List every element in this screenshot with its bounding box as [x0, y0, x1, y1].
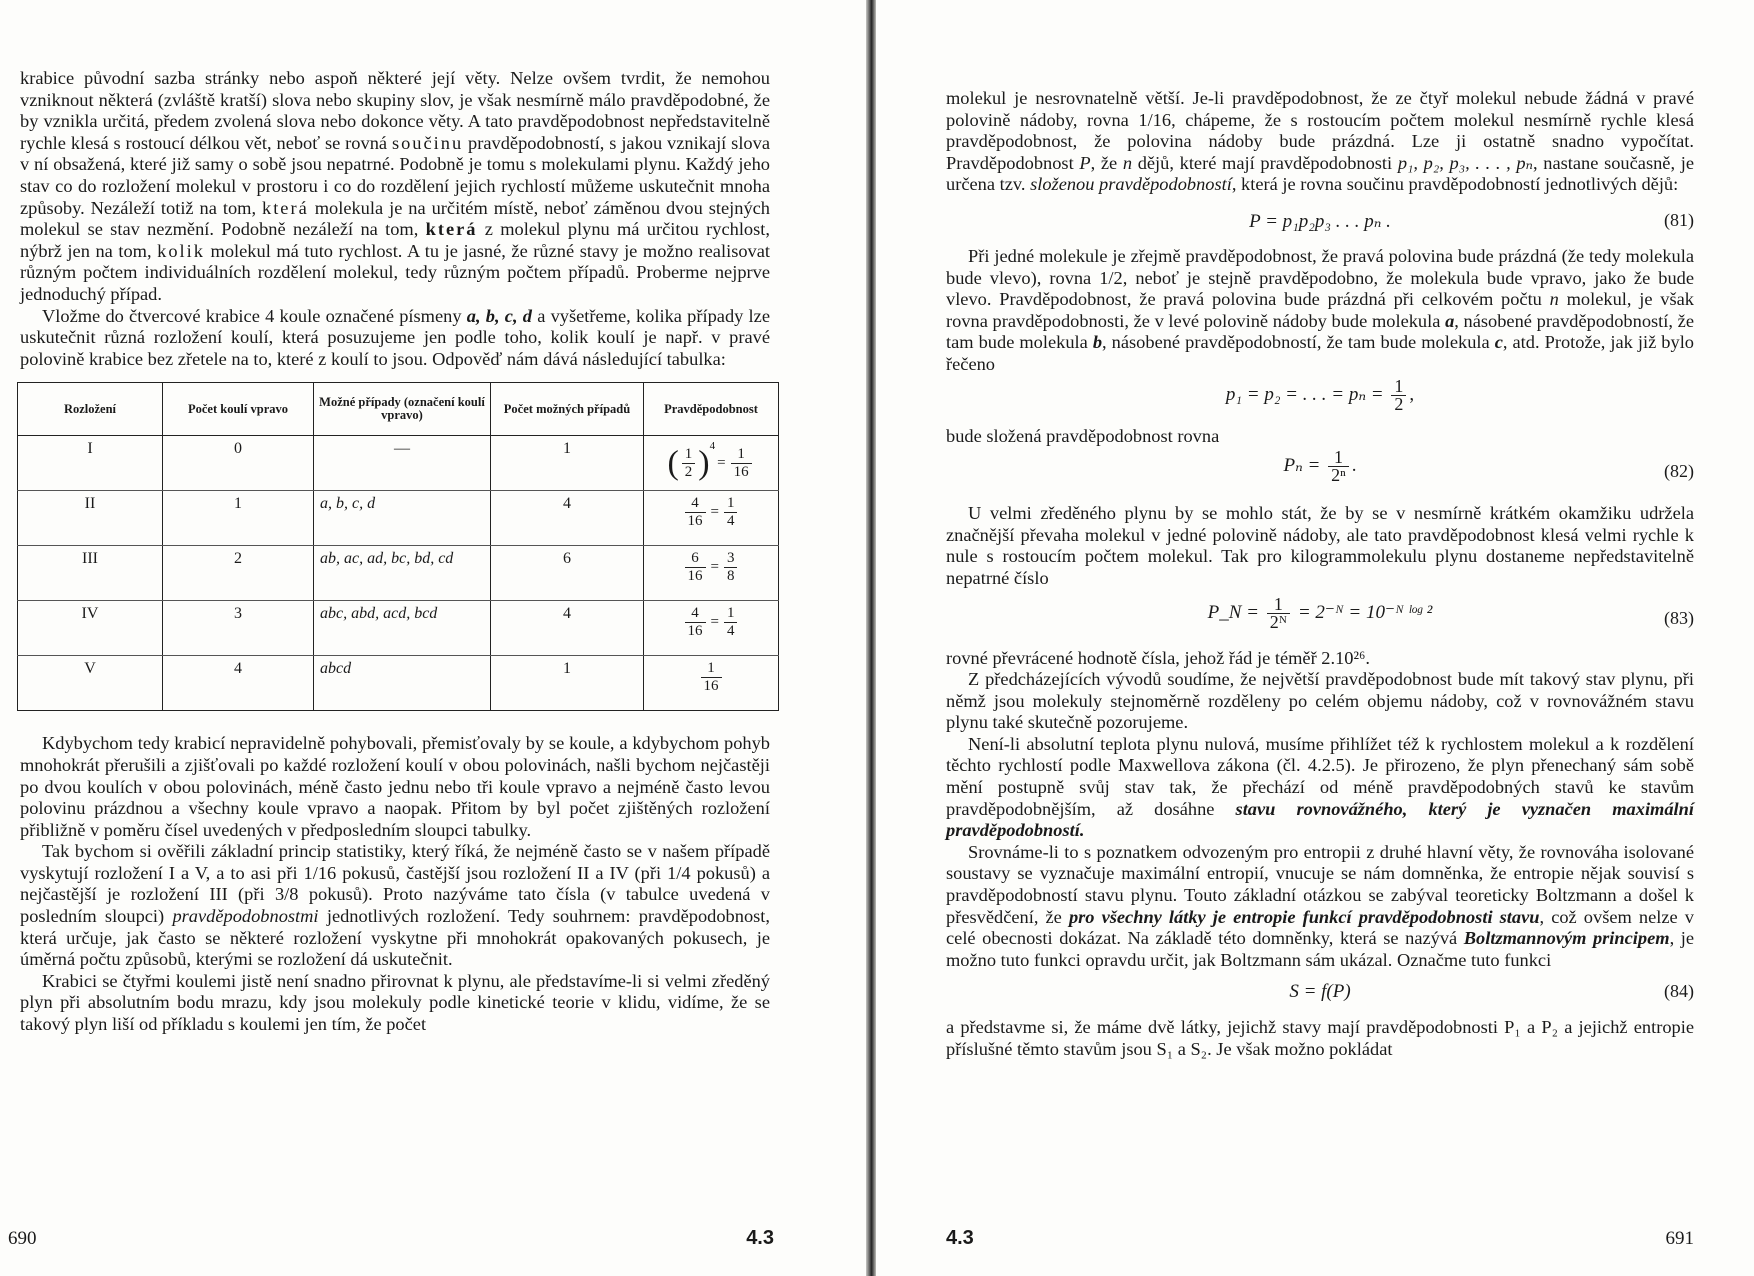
table-cell: $\frac{1}{16}$	[644, 656, 779, 711]
page-number: 691	[1665, 1228, 1694, 1249]
table-cell: ( $\frac{1}{2}$ )$^4$= $\frac{1}{16}$	[644, 436, 779, 491]
table-cell: IV	[18, 601, 163, 656]
right-paragraph-8: Srovnáme-li to s poznatkem odvozeným pro entropii z druhé hlavní věty, že rovnováha isolované soustavy se vyznačuje maximální entropií, vnucuje se nám domněnka, že entropie nějak souvisí s pravděpodobností stavu plynu. Touto základní otázkou se zabýval teoreticky Boltzmann a došel k přesvědčení, že pro všechny látky je entropie funkcí pravděpodobnosti stavu, což ovšem nelze v celé obecnosti dokázat. Na základě této domněnky, která se nazývá Boltzmannovým principem, je možno tuto funkci opravdu určit, jak Boltzmann sám ukázal. Označme tuto funkci	[946, 841, 1695, 970]
table-cell: 6	[491, 546, 644, 601]
table-cell: —	[314, 436, 491, 491]
left-paragraph-1: krabice původní sazba stránky nebo aspoň některé její věty. Nelze ovšem tvrdit, že nemohou vzniknout některá (zvláště kratší) slova nebo skupiny slov, je však nesmírně málo pravděpodobné, že by vznikla určitá, předem zvolená slova nebo dokonce věty. A tato pravděpodobnost nepředstavitelně rychle klesá s rostoucí délkou vět, neboť se rovná součinu pravděpodobností, s jakou vznikají slova v ní obsažená, které již samy o sobě jsou nepatrné. Podobně je tomu s molekulami plynu. Každý jeho stav co do rozložení molekul v prostoru i co do rozdělení jejich rychlostí můžeme uskutečnit mnoha způsoby. Nezáleží totiž na tom, která molekula je na určitém místě, neboť záměnou dvou stejných molekul se stav nezmění. Podobně nezáleží na tom, která z molekul plynu má určitou rychlost, nýbrž jen na tom, kolik molekul má tuto rychlost. A tu je jasné, že různé stavy je možno realisovat různým počtem individuálních rozdělení molekul, tedy různým počtem případů. Proberme nejprve jednoduchý případ.	[20, 68, 771, 304]
table-cell: III	[18, 546, 163, 601]
table-cell: abc, abd, acd, bcd	[314, 601, 491, 656]
table-header-row	[18, 383, 779, 436]
table-cell: 1	[491, 436, 644, 491]
left-paragraph-5: Krabici se čtyřmi koulemi jistě není snadno přirovnat k plynu, ale představíme-li si velmi zředěný plyn při absolutním bodu mrazu, kdy jsou molekuly podle kinetické teorie v klidu, vidíme, že se takový plyn liší od příkladu s koulemi jen tím, že počet	[20, 970, 770, 1035]
table-cell: 4	[491, 491, 644, 546]
table-row	[18, 601, 779, 656]
left-paragraph-2: Vložme do čtvercové krabice 4 koule označené písmeny a, b, c, d a vyšetřeme, kolika případy lze uskutečnit různá rozložení koulí, která posuzujeme jen podle toho, kolik koulí je např. v pravé polovině krabice bez zřetele na to, které z koulí to jsou. Odpověď nám dává následující tabulka:	[20, 305, 770, 369]
table-header: Počet koulí vpravo	[163, 383, 314, 436]
equation-82: Pₙ = $\frac{1}{\text{2ⁿ}}$ . (82)	[1283, 447, 1694, 486]
section-number: 4.3	[746, 1227, 774, 1249]
right-paragraph-3: bude složená pravděpodobnost rovna	[946, 425, 1220, 446]
left-paragraph-3: Kdybychom tedy krabicí nepravidelně pohybovali, přemisťovaly by se koule, a kdybychom pohyb mnohokrát přerušili a zjišťovali po každé rozložení koulí v obou polovinách, našli bychom nejčastěji po dvou koulích v obou polovinách, méně často jednu nebo tři koule vpravo a nejméně často levou polovinu prázdnou a všechny koule vpravo a naopak. Přitom by byl počet zjištěných rozložení přibližně v poměru čísel uvedených v předposledním sloupci tabulky.	[20, 733, 770, 840]
table-cell: 2	[163, 546, 314, 601]
section-number: 4.3	[946, 1227, 974, 1249]
table-cell: $\frac{4}{16}$ = $\frac{1}{4}$	[644, 491, 779, 546]
table-row	[18, 546, 779, 601]
right-paragraph-4: U velmi zředěného plynu by se mohlo stát, že by se v nesmírně krátkém okamžiku udržela značnější převaha molekul v jedné polovině nádoby, ale tato pravděpodobnost klesá velmi rychle k nule s rostoucím počtem molekul. Tak pro kilogrammolekulu plynu dostaneme nepředstavitelně nepatrné číslo	[946, 503, 1694, 588]
equation-84: S = f(P) (84)	[1289, 981, 1694, 1003]
probability-table	[17, 382, 779, 711]
table-cell: ab, ac, ad, bc, bd, cd	[314, 546, 491, 601]
table-row	[18, 491, 779, 546]
table-cell: 4	[491, 601, 644, 656]
table-cell: $\frac{4}{16}$ = $\frac{1}{4}$	[644, 601, 779, 656]
table-cell: 3	[163, 601, 314, 656]
table-row	[18, 656, 779, 711]
table-header: Pravděpodobnost	[644, 383, 779, 436]
right-page	[876, 0, 1754, 1276]
table-header: Možné případy (označení koulí vpravo)	[314, 383, 491, 436]
table-row	[18, 436, 779, 491]
equation-81: P = p₁p₂p₃ . . . pₙ . (81)	[1249, 209, 1694, 232]
table-header: Počet možných případů	[491, 383, 644, 436]
book-spine	[866, 0, 876, 1276]
table-cell: V	[18, 656, 163, 711]
left-page	[0, 0, 866, 1276]
table-cell: $\frac{6}{16}$ = $\frac{3}{8}$	[644, 546, 779, 601]
equation-p-equal: p₁ = p₂ = . . . = pₙ = $\frac{1}{2}$ ,	[1225, 375, 1415, 414]
table-cell: 1	[163, 491, 314, 546]
table-cell: a, b, c, d	[314, 491, 491, 546]
table-cell: II	[18, 491, 163, 546]
right-paragraph-2: Při jedné molekule je zřejmě pravděpodobnost, že pravá polovina bude prázdná (že tedy molekula bude vlevo), rovna 1/2, neboť je stejně pravděpodobno, že molekula bude vpravo, jako že bude vlevo. Pravděpodobnost, že pravá polovina bude prázdná při celkovém počtu n molekul, je však rovna pravděpodobnosti, že v levé polovině nádoby bude molekula a, násobené pravděpodobností, že tam bude molekula b, násobené pravděpodobností, že tam bude molekula c, atd. Protože, jak již bylo řečeno	[946, 245, 1694, 374]
right-paragraph-1: molekul je nesrovnatelně větší. Je-li pravděpodobnost, že ze čtyř molekul nebude žádná v pravé polovině nádoby, rovna 1/16, chápeme, že s rostoucím počtem molekul nesmírně rychle klesá pravděpodobnost, že polovina nádoby bude prázdná. Lze ji ostatně snadno vypočítat. Pravděpodobnost P, že n dějů, které mají pravděpodobnosti p₁, p₂, p₃, . . . , pₙ, nastane současně, je určena tzv. složenou pravděpodobností, která je rovna součinu pravděpodobností jednotlivých dějů:	[946, 88, 1694, 195]
table-cell: I	[18, 436, 163, 491]
equation-83: P_N = $\frac{1}{\text{2ᴺ}}$ = 2⁻ᴺ = 10⁻ᴺ ˡᵒᵍ ² (83)	[1207, 593, 1694, 632]
right-paragraph-7: Není-li absolutní teplota plynu nulová, musíme přihlížet též k rychlostem molekul a k rozdělení těchto rychlostí podle Maxwellova zákona (čl. 4.2.5). Je přirozeno, že plyn přenechaný sám sobě mění postupně svůj stav tak, že přechází od méně pravděpodobných stavů ke stavům pravděpodobnějším, až dosáhne stavu rovnovážného, který je vyznačen maximální pravděpodobností.	[946, 733, 1694, 841]
table-cell: 0	[163, 436, 314, 491]
table-header: Rozložení	[18, 383, 163, 436]
table-cell: 1	[491, 656, 644, 711]
table-cell: abcd	[314, 656, 491, 711]
right-paragraph-9: a představme si, že máme dvě látky, jejichž stavy mají pravděpodobnosti P₁ a P₂ a jejichž entropie příslušné těmto stavům jsou S₁ a S₂. Je však možno pokládat	[946, 1017, 1694, 1059]
right-paragraph-5: rovné převrácené hodnotě čísla, jehož řád je téměř 2.10²⁶.	[946, 647, 1370, 668]
page-number: 690	[8, 1228, 37, 1249]
table-cell: 4	[163, 656, 314, 711]
left-paragraph-4: Tak bychom si ověřili základní princip statistiky, který říká, že nejméně často se v našem případě vyskytují rozložení I a V, a to asi při 1/16 pokusů, častější jsou rozložení II a IV (při 1/4 pokusů) a nejčastější je rozložení III (při 3/8 pokusů). Proto nazýváme tato čísla (v tabulce uvedená v posledním sloupci) pravděpodobnostmi jednotlivých rozložení. Tedy souhrnem: pravděpodobnost, která určuje, jak často se některé rozložení vyskytne při mnohokrát opakovaných pokusech, je úměrná počtu způsobů, kterými se rozložení dá uskutečnit.	[20, 841, 771, 970]
right-paragraph-6: Z předcházejících vývodů soudíme, že největší pravděpodobnost bude mít takový stav plynu, při němž jsou molekuly stejnoměrně rozděleny po celém objemu nádoby, což v rovnovážném stavu plynu také skutečně pozorujeme.	[946, 669, 1694, 733]
